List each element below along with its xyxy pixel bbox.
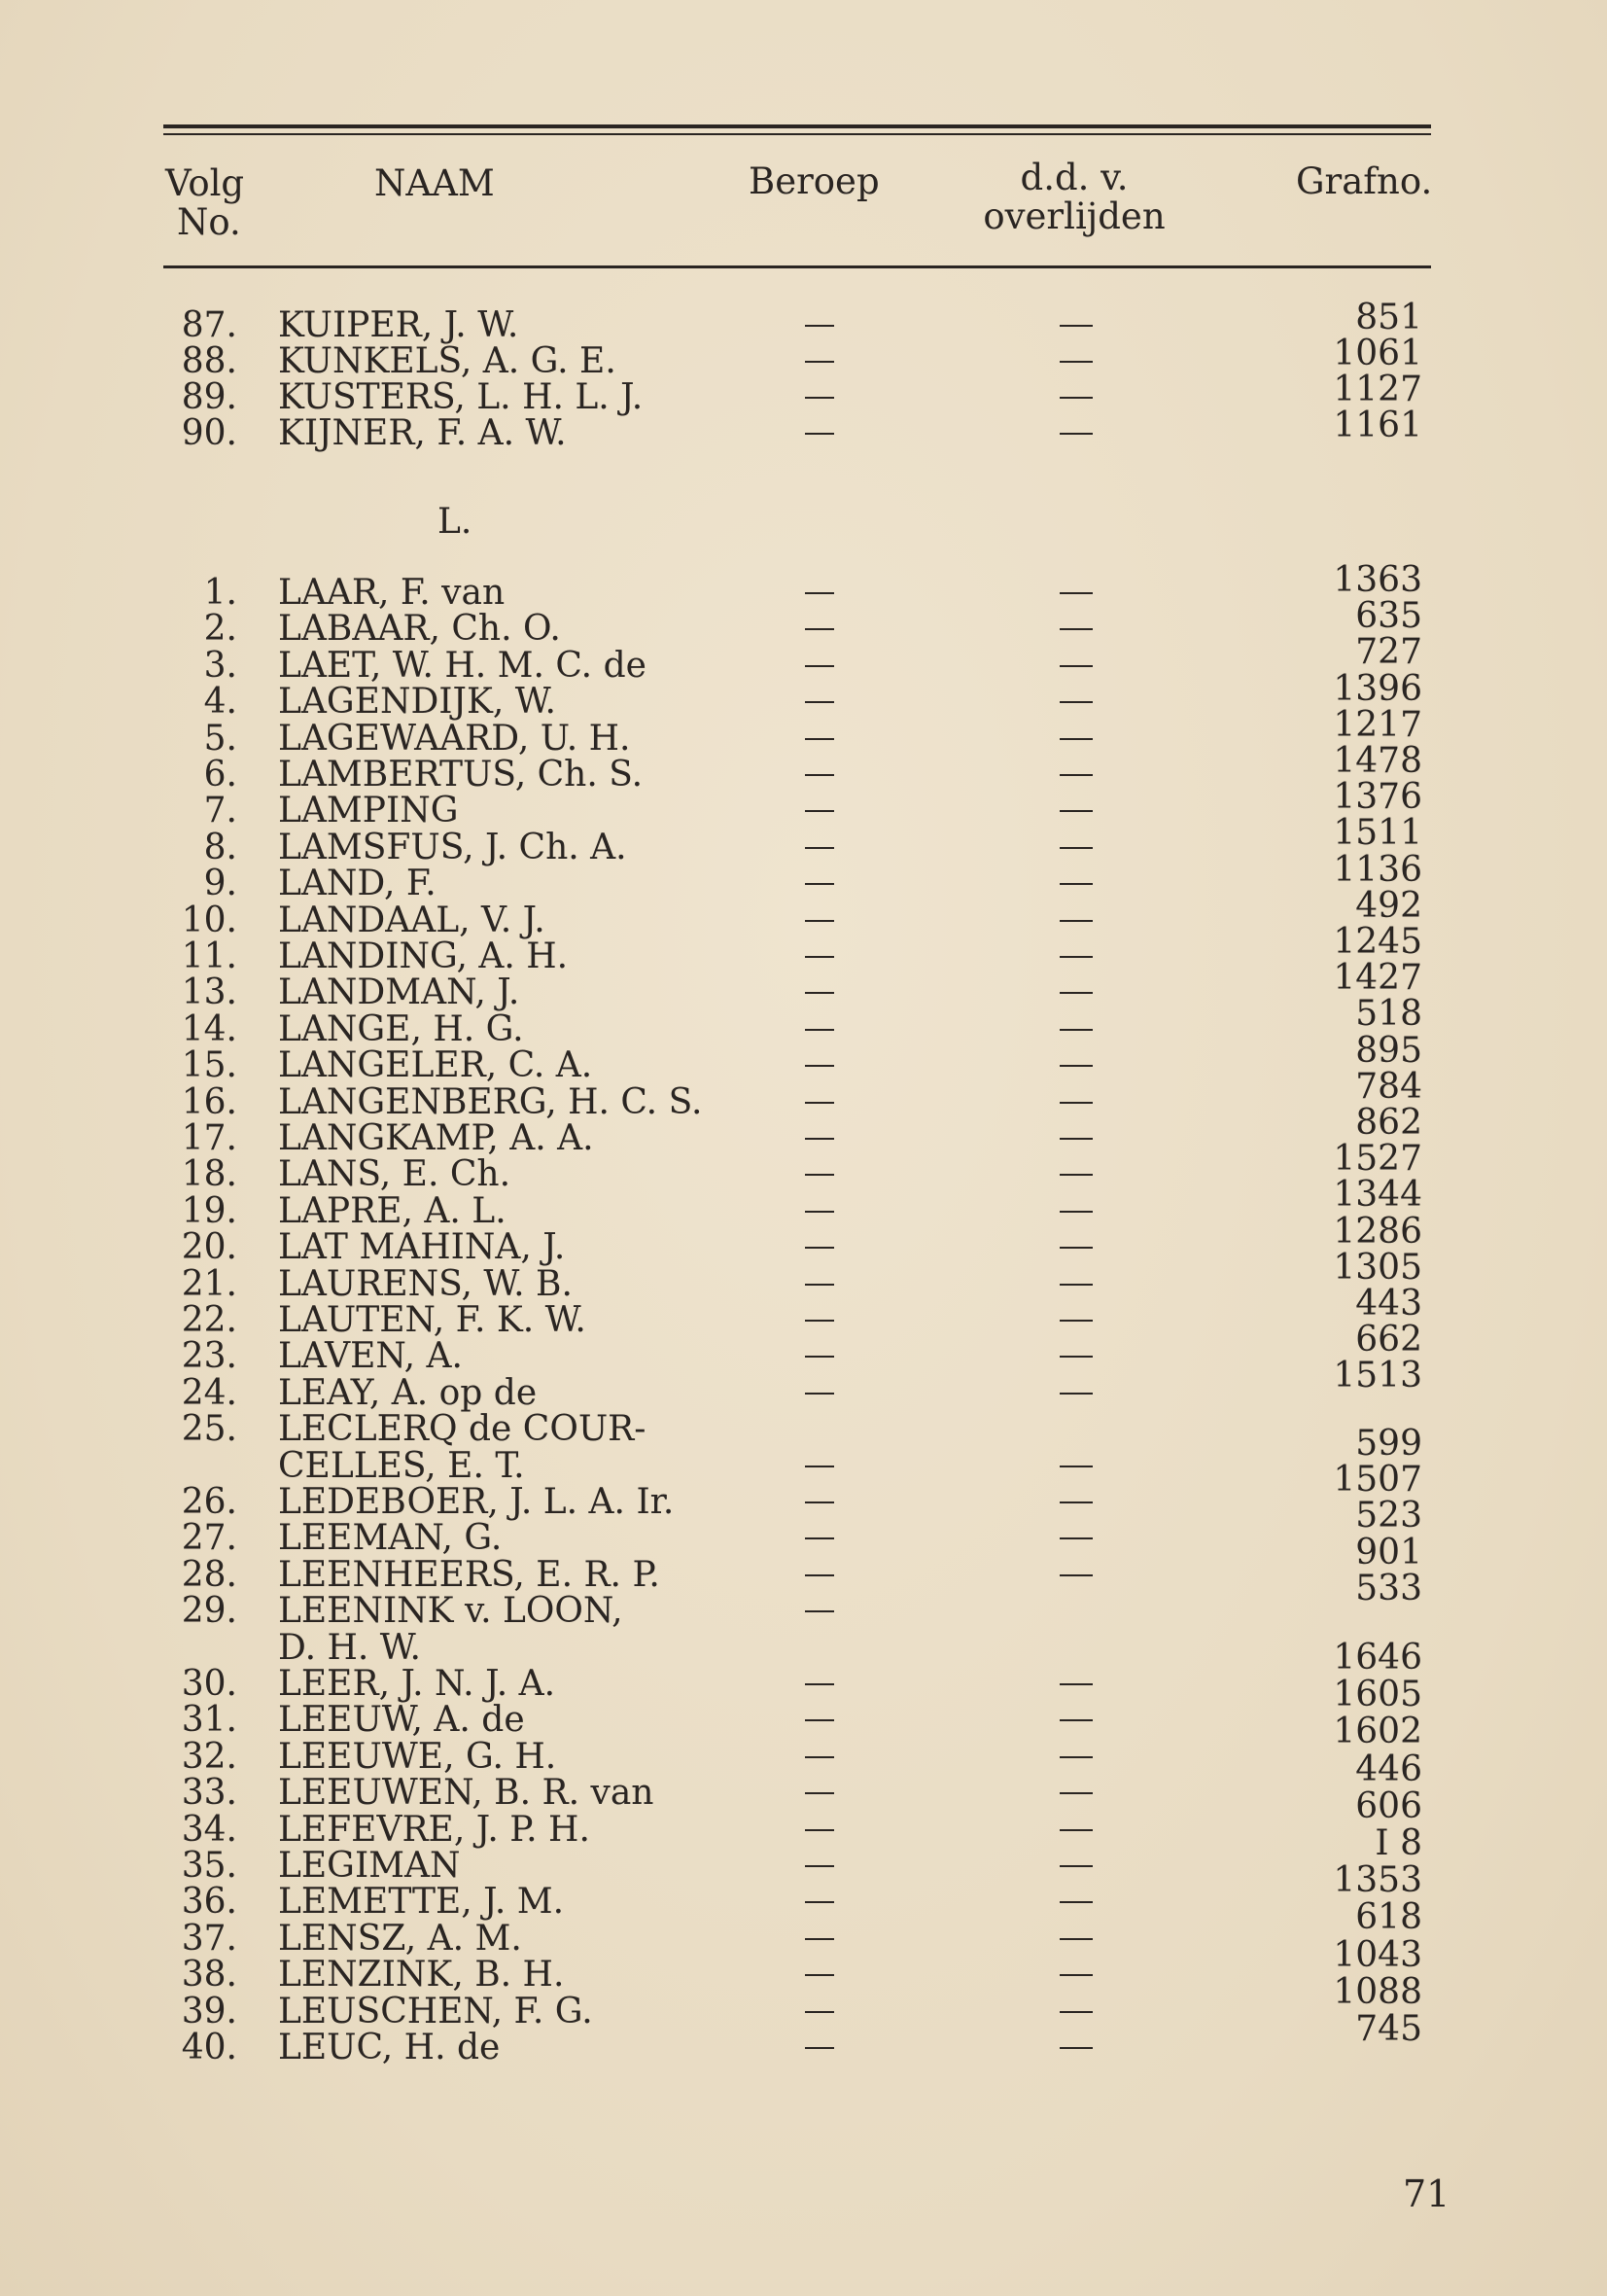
entry-grafno: 1286 bbox=[1333, 1212, 1422, 1252]
overlijden-dash bbox=[1060, 1719, 1093, 1721]
header-rule-bottom bbox=[163, 265, 1431, 268]
entry-number: 13. bbox=[181, 972, 237, 1012]
overlijden-dash bbox=[1060, 1102, 1093, 1104]
entry-grafno: 523 bbox=[1355, 1496, 1422, 1536]
header-rule-top-thin bbox=[163, 133, 1431, 135]
beroep-dash bbox=[805, 433, 834, 435]
beroep-dash bbox=[805, 738, 834, 740]
entry-name: LANGENBERG, H. C. S. bbox=[278, 1082, 703, 1122]
entry-name: LAT MAHINA, J. bbox=[278, 1227, 566, 1267]
col-header-no-1: Volg bbox=[165, 162, 245, 204]
entry-grafno: 1427 bbox=[1333, 958, 1422, 998]
overlijden-dash bbox=[1060, 920, 1093, 922]
entry-grafno: 1527 bbox=[1333, 1139, 1422, 1179]
entry-number: 21. bbox=[181, 1264, 237, 1304]
entry-grafno: 1127 bbox=[1333, 370, 1422, 409]
overlijden-dash bbox=[1060, 1356, 1093, 1358]
entry-name: LANDING, A. H. bbox=[278, 936, 569, 976]
entry-name: LANGELER, C. A. bbox=[278, 1045, 593, 1085]
overlijden-dash bbox=[1060, 1792, 1093, 1794]
entry-number: 89. bbox=[181, 377, 237, 417]
entry-number: 5. bbox=[203, 719, 237, 759]
entry-name: LAMSFUS, J. Ch. A. bbox=[278, 828, 627, 867]
entry-name: LEGIMAN bbox=[278, 1846, 461, 1886]
beroep-dash bbox=[805, 1356, 834, 1358]
entry-name: LANS, E. Ch. bbox=[278, 1154, 511, 1194]
beroep-dash bbox=[805, 1211, 834, 1213]
beroep-dash bbox=[805, 956, 834, 958]
beroep-dash bbox=[805, 1792, 834, 1794]
entry-grafno: 1088 bbox=[1333, 1972, 1422, 2012]
overlijden-dash bbox=[1060, 701, 1093, 703]
overlijden-dash bbox=[1060, 810, 1093, 812]
overlijden-dash bbox=[1060, 592, 1093, 594]
beroep-dash bbox=[805, 1756, 834, 1758]
entry-grafno: 1344 bbox=[1333, 1175, 1422, 1215]
col-header-beroep: Beroep bbox=[749, 160, 880, 202]
entry-number: 19. bbox=[181, 1191, 237, 1231]
overlijden-dash bbox=[1060, 325, 1093, 327]
entry-grafno: 618 bbox=[1355, 1897, 1422, 1937]
entry-grafno: 1161 bbox=[1333, 406, 1422, 445]
col-header-no-2: No. bbox=[177, 201, 241, 243]
entry-grafno: 599 bbox=[1355, 1424, 1422, 1464]
overlijden-dash bbox=[1060, 1466, 1093, 1467]
entry-grafno: 492 bbox=[1355, 886, 1422, 926]
entry-name: LEAY, A. op de bbox=[278, 1373, 538, 1413]
beroep-dash bbox=[805, 1138, 834, 1140]
overlijden-dash bbox=[1060, 2011, 1093, 2013]
entry-name: KUIPER, J. W. bbox=[278, 305, 519, 345]
entry-number: 11. bbox=[181, 936, 237, 976]
entry-grafno: 1602 bbox=[1333, 1712, 1422, 1751]
entry-name: LAMPING bbox=[278, 791, 459, 830]
entry-grafno: 1646 bbox=[1333, 1638, 1422, 1678]
beroep-dash bbox=[805, 397, 834, 399]
overlijden-dash bbox=[1060, 1974, 1093, 1976]
entry-grafno: 745 bbox=[1355, 2009, 1422, 2049]
overlijden-dash bbox=[1060, 1574, 1093, 1576]
entry-number: 35. bbox=[181, 1846, 237, 1886]
overlijden-dash bbox=[1060, 1901, 1093, 1903]
entry-name: D. H. W. bbox=[278, 1628, 421, 1668]
entry-grafno: 606 bbox=[1355, 1786, 1422, 1826]
entry-grafno: 1353 bbox=[1333, 1860, 1422, 1900]
entry-number: 20. bbox=[181, 1227, 237, 1267]
entry-grafno: 533 bbox=[1355, 1569, 1422, 1608]
entry-number: 26. bbox=[181, 1482, 237, 1522]
entry-name: LEUC, H. de bbox=[278, 2028, 501, 2067]
beroep-dash bbox=[805, 847, 834, 849]
beroep-dash bbox=[805, 1865, 834, 1867]
beroep-dash bbox=[805, 1065, 834, 1067]
entry-number: 1. bbox=[203, 573, 237, 613]
entry-name: LEENHEERS, E. R. P. bbox=[278, 1555, 660, 1595]
entry-name: LANDMAN, J. bbox=[278, 972, 520, 1012]
beroep-dash bbox=[805, 361, 834, 363]
table-row bbox=[0, 406, 1607, 453]
entry-name: LAGEWAARD, U. H. bbox=[278, 719, 631, 759]
entry-name: KUNKELS, A. G. E. bbox=[278, 341, 616, 381]
entry-name: LEENINK v. LOON, bbox=[278, 1591, 623, 1631]
beroep-dash bbox=[805, 992, 834, 994]
entry-name: LAPRE, A. L. bbox=[278, 1191, 507, 1231]
entry-grafno: 1511 bbox=[1333, 813, 1422, 853]
overlijden-dash bbox=[1060, 2047, 1093, 2049]
overlijden-dash bbox=[1060, 1537, 1093, 1539]
entry-grafno: 446 bbox=[1355, 1749, 1422, 1789]
beroep-dash bbox=[805, 1901, 834, 1903]
beroep-dash bbox=[805, 1320, 834, 1322]
entry-name: LEEUWE, G. H. bbox=[278, 1737, 557, 1777]
entry-grafno: 635 bbox=[1355, 596, 1422, 636]
entry-grafno: 1478 bbox=[1333, 741, 1422, 781]
entry-grafno: 443 bbox=[1355, 1284, 1422, 1324]
overlijden-dash bbox=[1060, 1029, 1093, 1031]
entry-number: 2. bbox=[203, 609, 237, 649]
entry-grafno: 1376 bbox=[1333, 777, 1422, 817]
overlijden-dash bbox=[1060, 433, 1093, 435]
overlijden-dash bbox=[1060, 1865, 1093, 1867]
beroep-dash bbox=[805, 1247, 834, 1249]
overlijden-dash bbox=[1060, 1284, 1093, 1286]
beroep-dash bbox=[805, 592, 834, 594]
header-rule-top bbox=[163, 124, 1431, 128]
entry-number: 32. bbox=[181, 1737, 237, 1777]
entry-grafno: 1061 bbox=[1333, 334, 1422, 373]
entry-name: LAUTEN, F. K. W. bbox=[278, 1300, 586, 1340]
entry-number: 23. bbox=[181, 1336, 237, 1376]
col-header-dd-2: overlijden bbox=[983, 195, 1166, 237]
beroep-dash bbox=[805, 1174, 834, 1176]
entry-number: 34. bbox=[181, 1810, 237, 1850]
entry-grafno: 1507 bbox=[1333, 1460, 1422, 1500]
entry-number: 16. bbox=[181, 1082, 237, 1122]
beroep-dash bbox=[805, 1574, 834, 1576]
entry-number: 15. bbox=[181, 1045, 237, 1085]
entry-name: LEMETTE, J. M. bbox=[278, 1882, 565, 1922]
entry-grafno: 1217 bbox=[1333, 705, 1422, 745]
overlijden-dash bbox=[1060, 847, 1093, 849]
entry-number: 14. bbox=[181, 1009, 237, 1049]
overlijden-dash bbox=[1060, 1138, 1093, 1140]
entry-name: LECLERQ de COUR- bbox=[278, 1409, 646, 1449]
entry-grafno: 1043 bbox=[1333, 1935, 1422, 1975]
entry-name: LEER, J. N. J. A. bbox=[278, 1664, 556, 1704]
entry-number: 33. bbox=[181, 1773, 237, 1813]
beroep-dash bbox=[805, 1466, 834, 1467]
entry-name: LENZINK, B. H. bbox=[278, 1955, 565, 1995]
beroep-dash bbox=[805, 2047, 834, 2049]
entry-name: LEFEVRE, J. P. H. bbox=[278, 1810, 590, 1850]
entry-grafno: I 8 bbox=[1375, 1823, 1422, 1863]
entry-grafno: 784 bbox=[1355, 1067, 1422, 1107]
entry-number: 90. bbox=[181, 413, 237, 453]
entry-name: LEDEBOER, J. L. A. Ir. bbox=[278, 1482, 675, 1522]
overlijden-dash bbox=[1060, 956, 1093, 958]
beroep-dash bbox=[805, 1974, 834, 1976]
beroep-dash bbox=[805, 810, 834, 812]
entry-grafno: 862 bbox=[1355, 1103, 1422, 1143]
overlijden-dash bbox=[1060, 1320, 1093, 1322]
entry-number: 18. bbox=[181, 1154, 237, 1194]
beroep-dash bbox=[805, 1683, 834, 1685]
overlijden-dash bbox=[1060, 665, 1093, 667]
entry-grafno: 662 bbox=[1355, 1320, 1422, 1360]
entry-grafno: 1245 bbox=[1333, 922, 1422, 962]
entry-name: LABAAR, Ch. O. bbox=[278, 609, 561, 649]
entry-name: LANGKAMP, A. A. bbox=[278, 1118, 594, 1158]
entry-number: 28. bbox=[181, 1555, 237, 1595]
entry-number: 87. bbox=[181, 305, 237, 345]
entry-number: 17. bbox=[181, 1118, 237, 1158]
entry-number: 24. bbox=[181, 1373, 237, 1413]
entry-number: 4. bbox=[203, 682, 237, 722]
entry-number: 88. bbox=[181, 341, 237, 381]
entry-number: 3. bbox=[203, 646, 237, 686]
beroep-dash bbox=[805, 1719, 834, 1721]
entry-name: CELLES, E. T. bbox=[278, 1446, 525, 1486]
entry-number: 39. bbox=[181, 1992, 237, 2031]
entry-grafno: 1513 bbox=[1333, 1356, 1422, 1395]
overlijden-dash bbox=[1060, 1174, 1093, 1176]
entry-number: 7. bbox=[203, 791, 237, 830]
beroep-dash bbox=[805, 1102, 834, 1104]
beroep-dash bbox=[805, 1029, 834, 1031]
beroep-dash bbox=[805, 2011, 834, 2013]
overlijden-dash bbox=[1060, 774, 1093, 776]
entry-grafno: 518 bbox=[1355, 994, 1422, 1034]
entry-name: LAAR, F. van bbox=[278, 573, 506, 613]
entry-number: 8. bbox=[203, 828, 237, 867]
entry-name: LAURENS, W. B. bbox=[278, 1264, 573, 1304]
entry-name: LEUSCHEN, F. G. bbox=[278, 1992, 593, 2031]
entry-name: LAND, F. bbox=[278, 864, 437, 903]
beroep-dash bbox=[805, 325, 834, 327]
entry-grafno: 1605 bbox=[1333, 1675, 1422, 1714]
overlijden-dash bbox=[1060, 1065, 1093, 1067]
col-header-grafno: Grafno. bbox=[1296, 160, 1433, 202]
overlijden-dash bbox=[1060, 628, 1093, 630]
overlijden-dash bbox=[1060, 1829, 1093, 1831]
entry-grafno: 895 bbox=[1355, 1031, 1422, 1071]
entry-grafno: 1396 bbox=[1333, 669, 1422, 709]
overlijden-dash bbox=[1060, 1501, 1093, 1503]
col-header-dd-1: d.d. v. bbox=[1020, 157, 1129, 198]
entry-number: 29. bbox=[181, 1591, 237, 1631]
entry-number: 10. bbox=[181, 901, 237, 940]
entry-grafno: 901 bbox=[1355, 1533, 1422, 1572]
entry-name: LENSZ, A. M. bbox=[278, 1919, 522, 1959]
entry-name: LEEMAN, G. bbox=[278, 1518, 503, 1558]
beroep-dash bbox=[805, 665, 834, 667]
overlijden-dash bbox=[1060, 1938, 1093, 1940]
overlijden-dash bbox=[1060, 397, 1093, 399]
entry-number: 38. bbox=[181, 1955, 237, 1995]
col-header-naam: NAAM bbox=[374, 162, 495, 204]
section-heading-l: L. bbox=[437, 502, 472, 542]
entry-name: LEEUW, A. de bbox=[278, 1700, 525, 1740]
beroep-dash bbox=[805, 920, 834, 922]
beroep-dash bbox=[805, 1537, 834, 1539]
entry-number: 6. bbox=[203, 755, 237, 795]
entry-grafno: 727 bbox=[1355, 632, 1422, 672]
entry-number: 27. bbox=[181, 1518, 237, 1558]
overlijden-dash bbox=[1060, 1756, 1093, 1758]
entry-number: 25. bbox=[181, 1409, 237, 1449]
beroep-dash bbox=[805, 1938, 834, 1940]
beroep-dash bbox=[805, 774, 834, 776]
entry-number: 30. bbox=[181, 1664, 237, 1704]
entry-name: LANGE, H. G. bbox=[278, 1009, 524, 1049]
entry-name: LAMBERTUS, Ch. S. bbox=[278, 755, 644, 795]
entry-number: 31. bbox=[181, 1700, 237, 1740]
entry-grafno: 1363 bbox=[1333, 560, 1422, 600]
entry-number: 37. bbox=[181, 1919, 237, 1959]
beroep-dash bbox=[805, 701, 834, 703]
entry-grafno: 1136 bbox=[1333, 850, 1422, 890]
entry-name: KUSTERS, L. H. L. J. bbox=[278, 377, 644, 417]
entry-name: LANDAAL, V. J. bbox=[278, 901, 545, 940]
entry-name: KIJNER, F. A. W. bbox=[278, 413, 567, 453]
overlijden-dash bbox=[1060, 361, 1093, 363]
entry-name: LAGENDIJK, W. bbox=[278, 682, 556, 722]
overlijden-dash bbox=[1060, 1683, 1093, 1685]
overlijden-dash bbox=[1060, 738, 1093, 740]
entry-number: 22. bbox=[181, 1300, 237, 1340]
beroep-dash bbox=[805, 1501, 834, 1503]
page-number: 71 bbox=[1403, 2172, 1450, 2215]
overlijden-dash bbox=[1060, 1211, 1093, 1213]
entry-name: LAVEN, A. bbox=[278, 1336, 463, 1376]
entry-name: LEEUWEN, B. R. van bbox=[278, 1773, 654, 1813]
beroep-dash bbox=[805, 1393, 834, 1395]
entry-number: 40. bbox=[181, 2028, 237, 2067]
beroep-dash bbox=[805, 1829, 834, 1831]
entry-grafno: 851 bbox=[1355, 298, 1422, 337]
overlijden-dash bbox=[1060, 1393, 1093, 1395]
beroep-dash bbox=[805, 1610, 834, 1612]
beroep-dash bbox=[805, 1284, 834, 1286]
beroep-dash bbox=[805, 883, 834, 885]
overlijden-dash bbox=[1060, 883, 1093, 885]
entry-name: LAET, W. H. M. C. de bbox=[278, 646, 646, 686]
entry-grafno: 1305 bbox=[1333, 1248, 1422, 1288]
overlijden-dash bbox=[1060, 1247, 1093, 1249]
beroep-dash bbox=[805, 628, 834, 630]
entry-number: 36. bbox=[181, 1882, 237, 1922]
entry-number: 9. bbox=[203, 864, 237, 903]
overlijden-dash bbox=[1060, 992, 1093, 994]
